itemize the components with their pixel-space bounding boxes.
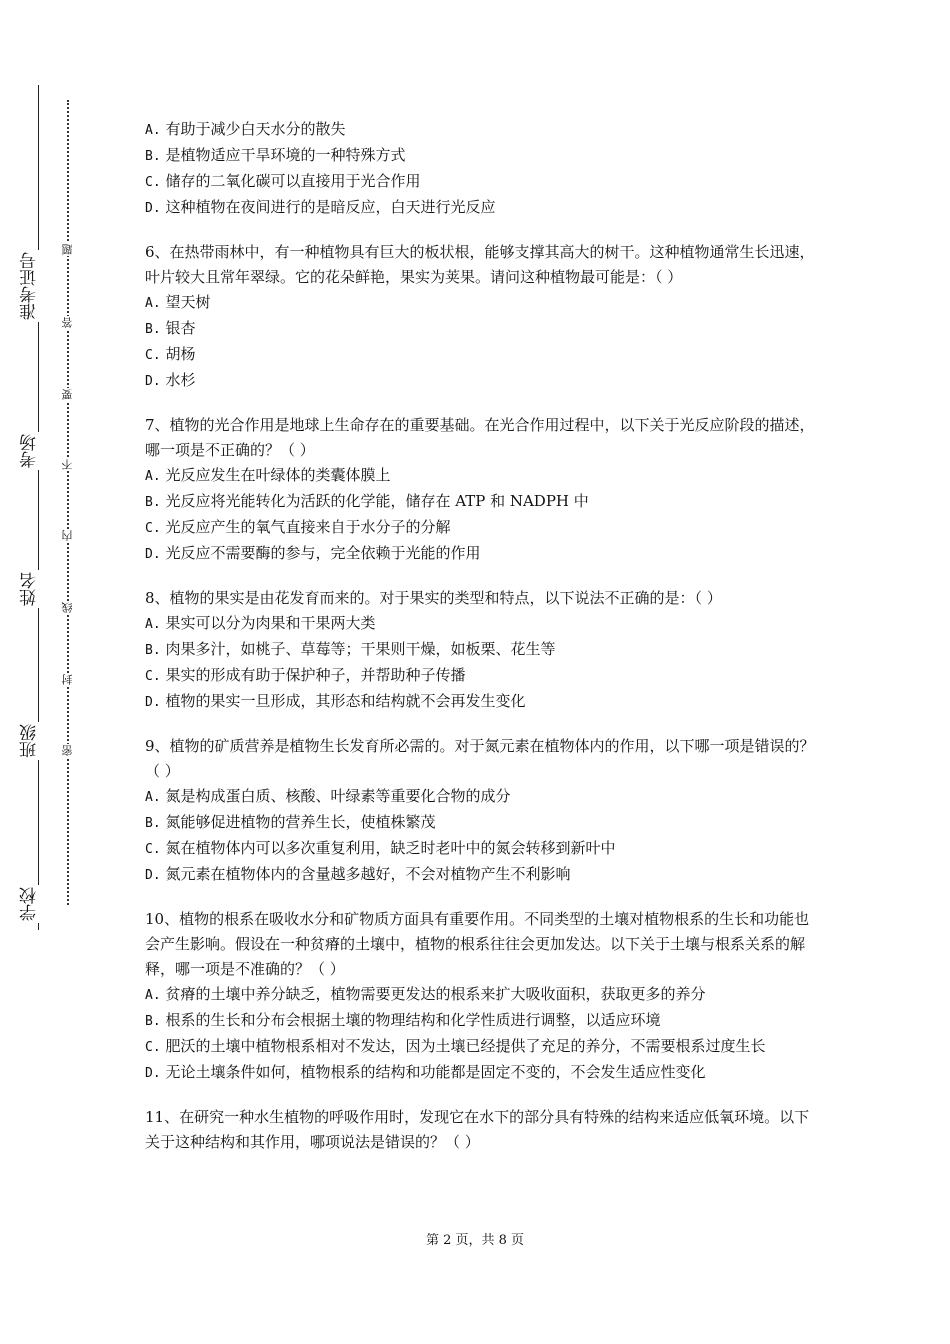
option-a: A. 光反应发生在叶绿体的类囊体膜上 xyxy=(145,466,391,484)
option-b: B. 肉果多汁，如桃子、草莓等；干果则干燥，如板栗、花生等 xyxy=(145,640,556,658)
question-stem: 7、植物的光合作用是地球上生命存在的重要基础。在光合作用过程中，以下关于光反应阶段的描述，哪一项是不正确的？（ ） xyxy=(145,416,815,459)
question-stem: 11、在研究一种水生植物的呼吸作用时，发现它在水下的部分具有特殊的结构来适应低氧环境。以下关于这种结构和其作用，哪项说法是错误的？（ ） xyxy=(145,1108,810,1151)
question-content xyxy=(145,117,820,1174)
seal-char: 答 xyxy=(61,317,74,328)
option-b: B. 氮能够促进植物的营养生长，使植株繁茂 xyxy=(145,813,436,831)
option-d: D. 光反应不需要酶的参与，完全依赖于光能的作用 xyxy=(145,544,481,562)
question-stem: 9、植物的矿质营养是植物生长发育所必需的。对于氮元素在植物体内的作用，以下哪一项是错误的？（ ） xyxy=(145,737,815,780)
option-a: A. 望天树 xyxy=(145,293,211,311)
option-b: B. 银杏 xyxy=(145,319,196,337)
option-c: C. 肥沃的土壤中植物根系相对不发达，因为土壤已经提供了充足的养分，不需要根系过度生长 xyxy=(145,1037,766,1055)
option-c: C. 光反应产生的氧气直接来自于水分子的分解 xyxy=(145,518,451,536)
seal-char: 封 xyxy=(61,674,74,685)
binding-solid-line xyxy=(38,85,39,930)
option-b: B. 是植物适应干旱环境的一种特殊方式 xyxy=(145,146,406,164)
option-a: A. 氮是构成蛋白质、核酸、叶绿素等重要化合物的成分 xyxy=(145,787,511,805)
option-d: D. 水杉 xyxy=(145,371,196,389)
field-exam-number-label: 准考证号 xyxy=(20,252,40,320)
field-name-label: 姓名 xyxy=(20,572,40,606)
question-10 xyxy=(145,907,820,1086)
question-5-options-continued xyxy=(145,117,820,221)
option-a: A. 贫瘠的土壤中养分缺乏，植物需要更发达的根系来扩大吸收面积，获取更多的养分 xyxy=(145,985,706,1003)
field-class-label: 班级 xyxy=(20,724,40,758)
page-footer: 第 2 页，共 8 页 xyxy=(425,1233,525,1248)
option-c: C. 储存的二氧化碳可以直接用于光合作用 xyxy=(145,172,421,190)
option-b: B. 根系的生长和分布会根据土壤的物理结构和化学性质进行调整，以适应环境 xyxy=(145,1011,661,1029)
seal-char: 题 xyxy=(61,244,74,255)
option-d: D. 植物的果实一旦形成，其形态和结构就不会再发生变化 xyxy=(145,692,526,710)
option-d: D. 无论土壤条件如何，植物根系的结构和功能都是固定不变的，不会发生适应性变化 xyxy=(145,1063,706,1081)
option-d: D. 这种植物在夜间进行的是暗反应，白天进行光反应 xyxy=(145,198,496,216)
option-c: C. 胡杨 xyxy=(145,345,196,363)
question-9 xyxy=(145,734,820,888)
seal-char: 要 xyxy=(61,389,74,400)
field-exam-room-label: 考场 xyxy=(20,434,40,468)
option-c: C. 果实的形成有助于保护种子，并帮助种子传播 xyxy=(145,666,466,684)
seal-char: 不 xyxy=(61,459,74,470)
field-school-label: 学校 xyxy=(20,887,40,921)
question-7 xyxy=(145,413,820,567)
binding-dotted-line xyxy=(67,100,69,905)
question-stem: 6、在热带雨林中，有一种植物具有巨大的板状根，能够支撑其高大的树干。这种植物通常生长迅速，叶片较大且常年翠绿。它的花朵鲜艳，果实为荚果。请问这种植物最可能是：（ ） xyxy=(145,243,815,286)
option-a: A. 果实可以分为肉果和干果两大类 xyxy=(145,614,376,632)
seal-char: 内 xyxy=(61,530,74,541)
question-stem: 8、植物的果实是由花发育而来的。对于果实的类型和特点，以下说法不正确的是：（ ） xyxy=(145,589,722,607)
option-d: D. 氮元素在植物体内的含量越多越好，不会对植物产生不利影响 xyxy=(145,865,571,883)
question-8 xyxy=(145,586,820,715)
question-stem: 10、植物的根系在吸收水分和矿物质方面具有重要作用。不同类型的土壤对植物根系的生长和功能也会产生影响。假设在一种贫瘠的土壤中，植物的根系往往会更加发达。以下关于土壤与根系关系的解释，哪一项是不准确的？（ ） xyxy=(145,910,810,978)
option-c: C. 氮在植物体内可以多次重复利用，缺乏时老叶中的氮会转移到新叶中 xyxy=(145,839,616,857)
option-b: B. 光反应将光能转化为活跃的化学能，储存在 ATP 和 NADPH 中 xyxy=(145,492,589,510)
seal-char: 密 xyxy=(61,745,74,756)
seal-char: 线 xyxy=(61,602,74,613)
binding-margin xyxy=(0,0,100,1344)
option-a: A. 有助于减少白天水分的散失 xyxy=(145,120,346,138)
question-11 xyxy=(145,1105,820,1155)
question-6 xyxy=(145,240,820,394)
